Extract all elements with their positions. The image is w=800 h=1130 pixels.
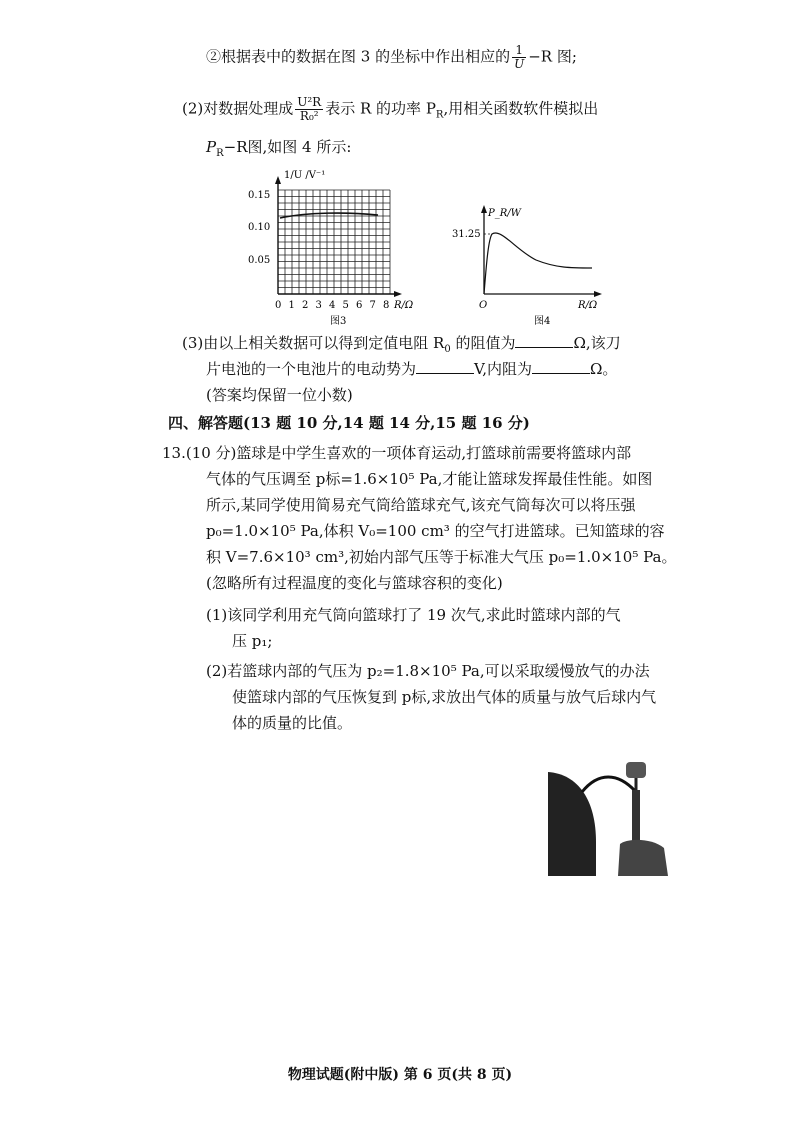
q12-part2-line2-tail: −R图,如图 4 所示:: [223, 138, 352, 156]
part3-a: (3)由以上相关数据可以得到定值电阻 R: [182, 334, 445, 352]
q12-part3-line1: [182, 332, 621, 361]
part3-c: Ω,该刀: [573, 334, 621, 352]
pump-handle-hand: [626, 762, 646, 778]
fig3-xtick: 7: [369, 300, 376, 311]
part3-b: 的阻值为: [450, 334, 516, 352]
frac-num: 1: [512, 44, 526, 58]
fig4-power-curve: [484, 233, 592, 294]
frac-den: U: [514, 57, 525, 71]
fig3-xtick: 8: [383, 300, 390, 311]
q13-line3: 所示,某同学使用简易充气筒给篮球充气,该充气筒每次可以将压强: [206, 496, 636, 514]
frac-den: R₀²: [299, 109, 319, 123]
q12-part2-prefix: (2)对数据处理成: [182, 99, 294, 118]
frac-num: U²R: [297, 95, 322, 109]
x-axis-arrow: [394, 291, 402, 297]
fig4-x-label: R/Ω: [578, 300, 598, 311]
fraction-u2r-over-r0sq: [295, 96, 323, 123]
fig4-origin: O: [479, 300, 488, 311]
fig4-y-arrow: [481, 205, 487, 213]
section4-heading: 四、解答题(13 题 10 分,14 题 14 分,15 题 16 分): [168, 414, 530, 432]
q12-part2: [182, 96, 598, 127]
fig3-xtick: 1: [288, 300, 295, 311]
part3-line2-c: Ω。: [590, 360, 618, 378]
y-axis-arrow: [275, 176, 281, 184]
fig3-xtick: 2: [302, 300, 309, 311]
q13-sub1-line1: (1)该同学利用充气筒向篮球打了 19 次气,求此时篮球内部的气: [206, 606, 621, 624]
fig3-xtick: 5: [342, 300, 349, 311]
q13-sub2-line2: 使篮球内部的气压恢复到 p标,求放出气体的质量与放气后球内气: [232, 688, 657, 706]
q12-part2-mid: 表示 R 的功率 P: [325, 99, 436, 118]
answer-blank-internal-resistance[interactable]: [532, 359, 590, 374]
figure-4-graph: [446, 200, 606, 330]
q12-part3-note: (答案均保留一位小数): [206, 386, 353, 404]
q13-line4: p₀=1.0×10⁵ Pa,体积 V₀=100 cm³ 的空气打进篮球。已知篮球的容: [206, 522, 665, 540]
fig4-y-label: P_R/W: [488, 208, 521, 219]
answer-blank-r0[interactable]: [515, 333, 573, 348]
figure3-grid: [278, 190, 390, 294]
q13-line2: 气体的气压调至 p标=1.6×10⁵ Pa,才能让篮球发挥最佳性能。如图: [206, 470, 653, 488]
fig4-caption: 图4: [534, 316, 551, 327]
q12-item2: [206, 44, 577, 71]
q12-part2-sub: R: [435, 109, 444, 121]
fig3-x-ticks: [275, 300, 389, 311]
part3-line2-b: V,内阻为: [474, 360, 532, 378]
fig3-ytick-005: 0.05: [248, 255, 271, 266]
fig3-ytick-015: 0.15: [248, 190, 271, 201]
hand-drawn-trace: [280, 213, 378, 218]
fig3-x-label: R/Ω: [394, 300, 414, 311]
fig3-xtick: 0: [275, 300, 282, 311]
p-symbol: P: [206, 138, 217, 156]
answer-blank-emf[interactable]: [416, 359, 474, 374]
fig3-caption: 图3: [330, 316, 347, 327]
figure-3-graph: [248, 168, 428, 328]
fig3-ytick-010: 0.10: [248, 222, 271, 233]
q13-line1: 13.(10 分)篮球是中学生喜欢的一项体育运动,打篮球前需要将篮球内部: [162, 444, 632, 462]
q12-part3-line2: [206, 358, 617, 380]
part3-sub: 0: [444, 344, 451, 355]
q12-item2-tail: −R 图;: [528, 47, 577, 66]
fraction-1-over-u: [512, 44, 526, 71]
fig3-xtick: 3: [315, 300, 322, 311]
q12-part2-tail: ,用相关函数软件模拟出: [443, 99, 599, 118]
fig4-x-arrow: [594, 291, 602, 297]
q12-item2-text: ②根据表中的数据在图 3 的坐标中作出相应的: [206, 47, 511, 66]
part3-line2-a: 片电池的一个电池片的电动势为: [206, 360, 417, 378]
fig3-y-label: 1/U /V⁻¹: [284, 170, 326, 181]
q13-sub2-line3: 体的质量的比值。: [232, 714, 353, 732]
p-sub: R: [216, 148, 224, 159]
fig3-xtick: 6: [356, 300, 363, 311]
fig4-peak-value: 31.25: [452, 229, 481, 240]
q13-line5: 积 V=7.6×10³ cm³,初始内部气压等于标准大气压 p₀=1.0×10⁵ Pa。: [206, 548, 677, 566]
page-footer: 物理试题(附中版) 第 6 页(共 8 页): [287, 1067, 513, 1083]
q13-line6: (忽略所有过程温度的变化与篮球容积的变化): [206, 574, 503, 592]
q13-sub2-line1: (2)若篮球内部的气压为 p₂=1.8×10⁵ Pa,可以采取缓慢放气的办法: [206, 662, 650, 680]
q12-part2-line2: [206, 136, 351, 165]
fig3-xtick: 4: [329, 300, 336, 311]
basketball-pump-photo: [548, 752, 670, 876]
q13-sub1-line2: 压 p₁;: [232, 632, 273, 650]
